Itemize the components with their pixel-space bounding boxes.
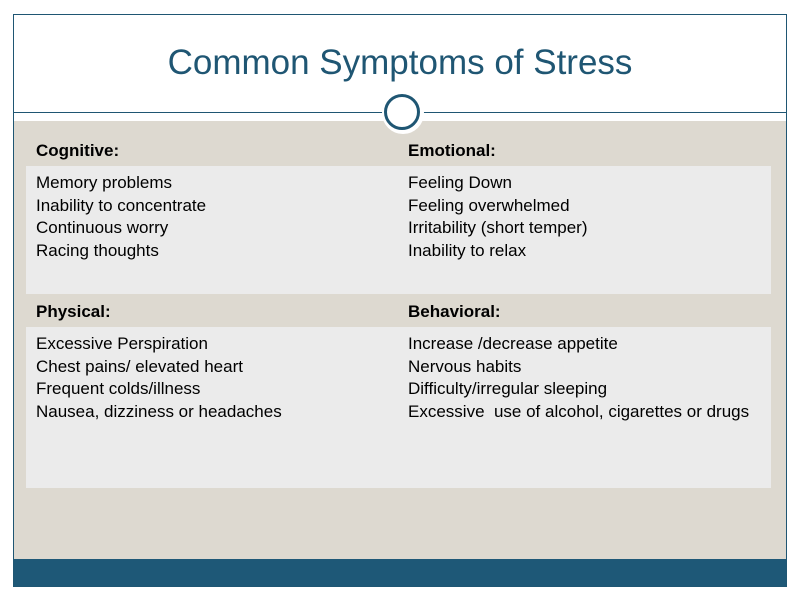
list-item: Memory problems [36,173,173,192]
section-cells-row-2 [26,327,771,488]
list-item: Frequent colds/illness [36,379,201,398]
emotional-header: Emotional: [408,141,496,160]
emotional-list [408,172,763,262]
list-item: Excessive Perspiration [36,334,208,353]
cognitive-list [36,172,391,262]
section-header-row-2 [26,297,771,325]
list-item: Feeling overwhelmed [408,195,570,215]
list-item: Nausea, dizziness or headaches [36,401,282,421]
list-item: Racing thoughts [36,240,159,260]
list-item: Inability to relax [408,240,527,260]
list-item: Chest pains/ elevated heart [36,356,243,376]
list-item: Nervous habits [408,356,522,376]
physical-list [36,333,391,423]
list-item: Continuous worry [36,218,169,237]
behavioral-list [408,333,763,423]
slide-title: Common Symptoms of Stress [167,43,633,82]
physical-header: Physical: [36,302,111,321]
list-item: Feeling Down [408,173,512,192]
footer-bar [14,559,786,586]
list-item: Increase /decrease appetite [408,334,618,353]
section-header-row-1 [26,136,771,164]
list-item: Irritability (short temper) [408,218,588,237]
behavioral-header: Behavioral: [408,302,501,321]
content-panel [14,121,786,559]
list-item: Excessive use of alcohol, cigarettes or drugs [408,401,750,421]
slide [13,14,787,587]
list-item: Difficulty/irregular sleeping [408,379,608,398]
list-item: Inability to concentrate [36,195,207,215]
section-cells-row-1 [26,166,771,294]
circle-icon [384,94,420,130]
cognitive-header: Cognitive: [36,141,120,160]
